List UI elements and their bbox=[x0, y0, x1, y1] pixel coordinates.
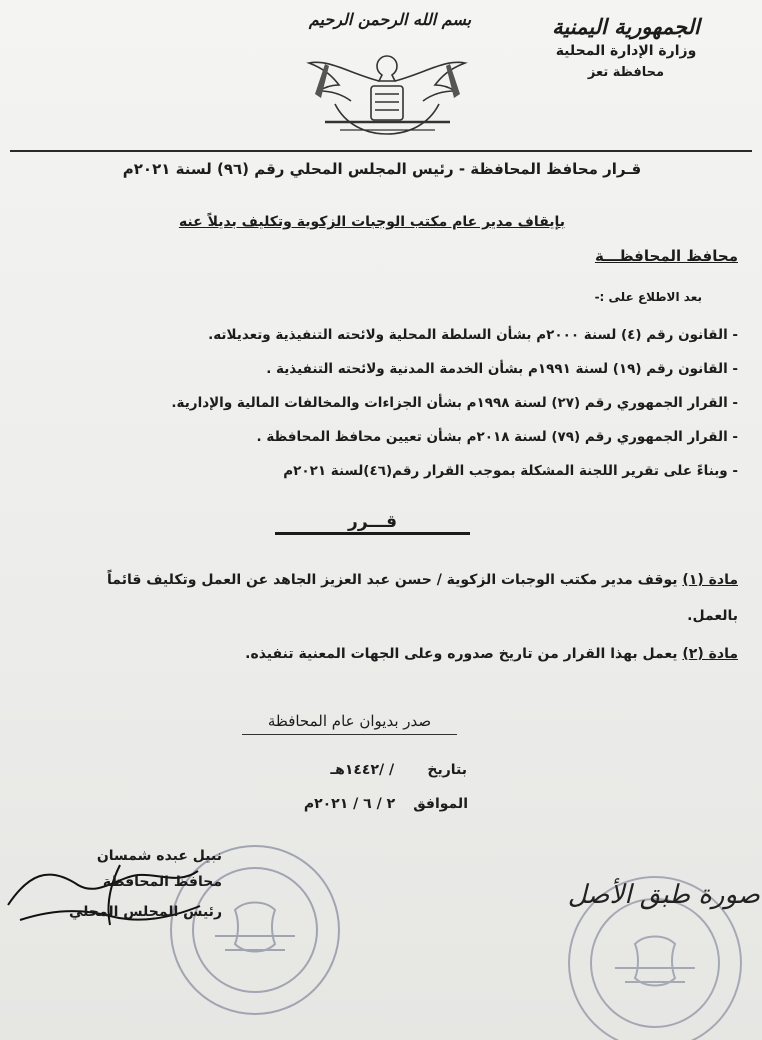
hijri-date-value: / /١٤٤٢هـ bbox=[330, 762, 395, 778]
true-copy-note: صورة طبق الأصل bbox=[567, 880, 760, 910]
decree-title: قـرار محافظ المحافظة - رئيس المجلس المحلي رقم (٩٦) لسنة ٢٠٢١م bbox=[122, 160, 642, 178]
issued-at: صدر بديوان عام المحافظة bbox=[242, 712, 457, 735]
decided-heading: قـــرر bbox=[275, 512, 470, 535]
gregorian-date bbox=[304, 796, 468, 812]
decree-subject: بإيقاف مدير عام مكتب الوجبات الزكوية وتكليف بديلاً عنه bbox=[178, 214, 566, 230]
signatory-name: نبيل عبده شمسان bbox=[96, 848, 222, 864]
article-1-continuation: بالعمل. bbox=[687, 608, 738, 624]
governor-heading: محافظ المحافظـــة bbox=[594, 247, 738, 265]
article-2 bbox=[18, 642, 738, 666]
list-item: - القرار الجمهوري رقم (٢٧) لسنة ١٩٩٨م بشأن الجزاءات والمخالفات المالية والإدارية. bbox=[171, 395, 738, 411]
hijri-date-label: بتاريخ bbox=[427, 762, 467, 778]
article-2-text: يعمل بهذا القرار من تاريخ صدوره وعلى الجهات المعنية تنفيذه. bbox=[245, 646, 683, 662]
gregorian-date-label: الموافق bbox=[413, 796, 468, 812]
list-item: - القانون رقم (١٩) لسنة ١٩٩١م بشأن الخدمة المدنية ولائحته التنفيذية . bbox=[266, 361, 738, 377]
list-item: - وبناءً على تقرير اللجنة المشكلة بموجب القرار رقم(٤٦)لسنة ٢٠٢١م bbox=[283, 463, 738, 479]
article-1-text: يوقف مدير مكتب الوجبات الزكوية / حسن عبد العزيز الجاهد عن العمل وتكليف قائماً bbox=[107, 572, 683, 588]
gregorian-date-value: ٢ / ٦ / ٢٠٢١م bbox=[303, 796, 396, 812]
signature-block bbox=[12, 848, 222, 934]
header-divider bbox=[10, 150, 752, 152]
letterhead bbox=[516, 14, 736, 80]
article-2-label: مادة (٢) bbox=[682, 646, 738, 662]
hijri-date bbox=[330, 762, 467, 778]
after-review-label: بعد الاطلاع على :- bbox=[594, 290, 702, 304]
article-1 bbox=[0, 568, 738, 628]
article-1-label: مادة (١) bbox=[682, 572, 738, 588]
signatory-role: محافظ المحافظة bbox=[102, 874, 222, 890]
governorate-name: محافظة تعز bbox=[587, 65, 665, 80]
eagle-emblem-icon bbox=[295, 34, 480, 146]
ministry-name: وزارة الإدارة المحلية bbox=[555, 43, 697, 59]
references-list bbox=[108, 318, 738, 488]
list-item: - القانون رقم (٤) لسنة ٢٠٠٠م بشأن السلطة المحلية ولائحته التنفيذية وتعديلاته. bbox=[208, 327, 738, 343]
basmala: بسم الله الرحمن الرحيم bbox=[308, 10, 472, 29]
signatory-role: رئيس المجلس المحلي bbox=[68, 904, 222, 920]
list-item: - القرار الجمهوري رقم (٧٩) لسنة ٢٠١٨م بشأن تعيين محافظ المحافظة . bbox=[256, 429, 738, 445]
country-name: الجمهورية اليمنية bbox=[552, 14, 700, 39]
